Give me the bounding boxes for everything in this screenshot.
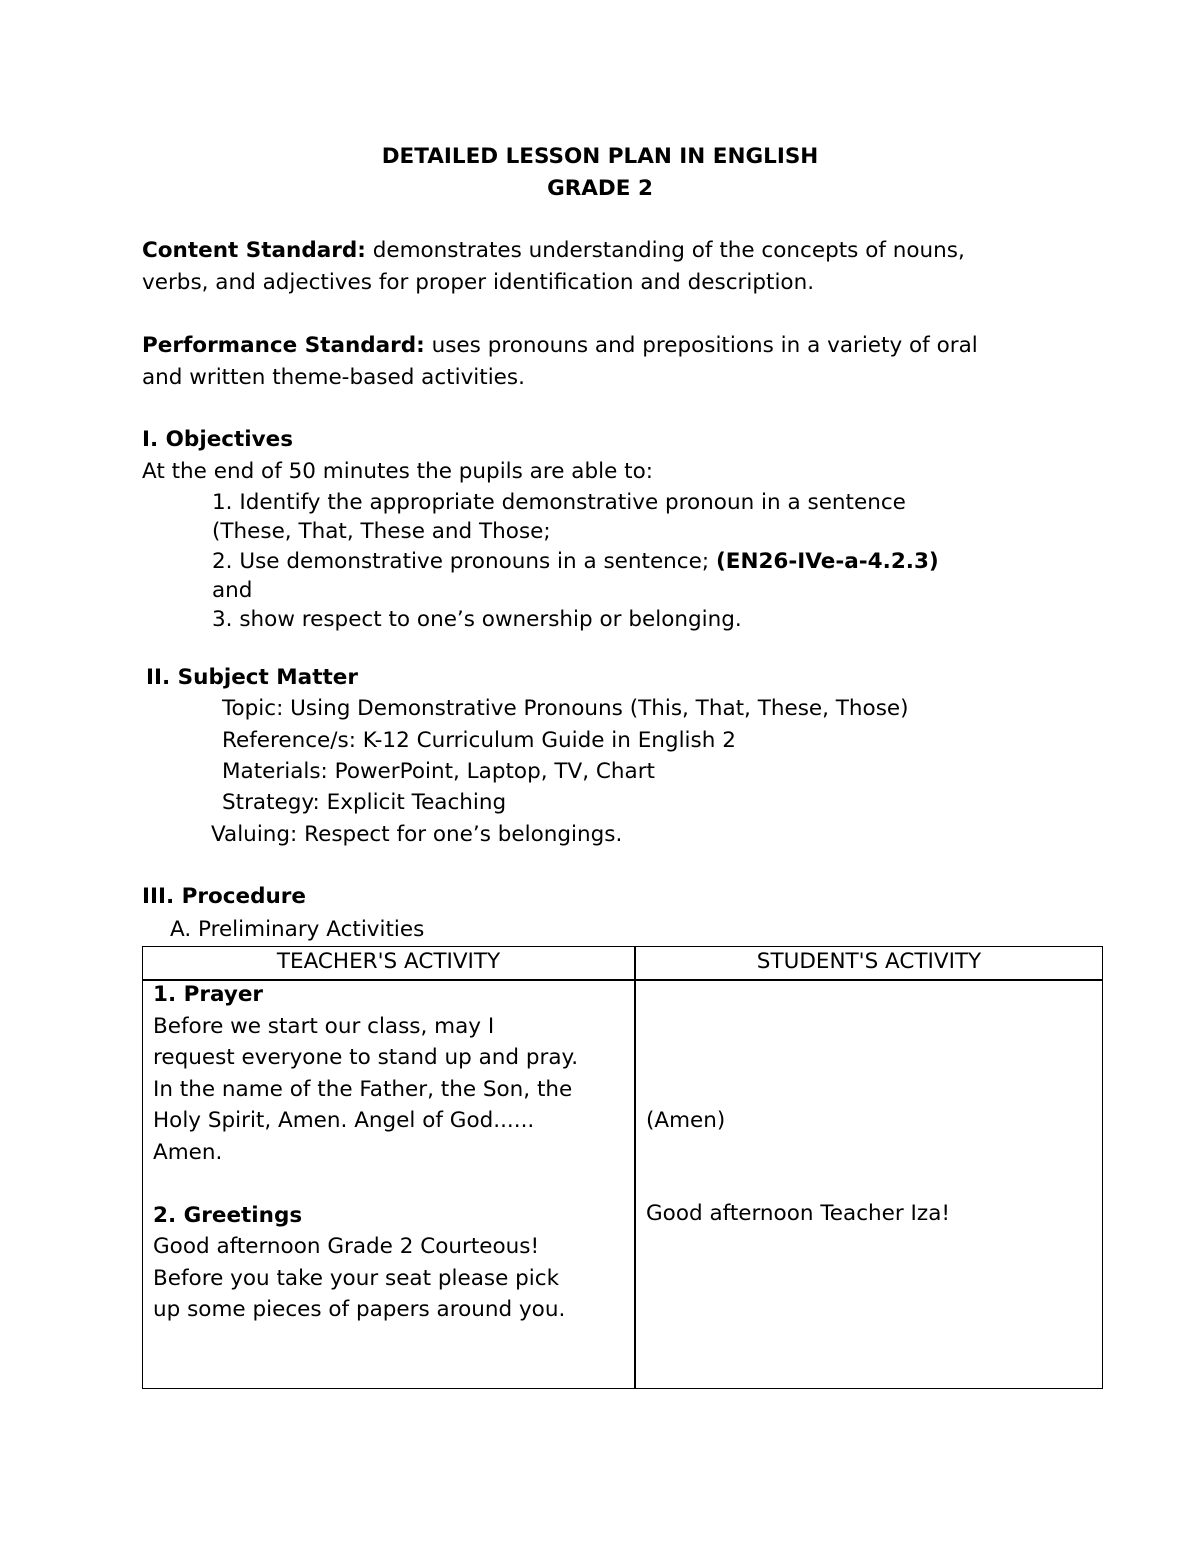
preliminary-activities-heading: A. Preliminary Activities bbox=[170, 917, 425, 942]
greetings-response: Good afternoon Teacher Iza! bbox=[646, 1201, 950, 1226]
greetings-line: Before you take your seat please pick bbox=[153, 1266, 560, 1291]
objective-3: 3. show respect to one’s ownership or belonging. bbox=[212, 607, 742, 632]
prayer-line: In the name of the Father, the Son, the bbox=[153, 1077, 573, 1102]
greetings-line: Good afternoon Grade 2 Courteous! bbox=[153, 1234, 540, 1259]
prayer-line: Holy Spirit, Amen. Angel of God...... bbox=[153, 1108, 535, 1133]
performance-standard-label: Performance Standard: bbox=[142, 333, 425, 358]
objective-2-line2: and bbox=[212, 578, 253, 603]
table-column-divider bbox=[634, 947, 636, 1388]
subject-materials: Materials: PowerPoint, Laptop, TV, Chart bbox=[222, 759, 655, 784]
prayer-heading: 1. Prayer bbox=[153, 982, 264, 1007]
content-standard bbox=[142, 240, 965, 262]
objective-2-code: (EN26-IVe-a-4.2.3) bbox=[715, 549, 939, 574]
subject-topic: Topic: Using Demonstrative Pronouns (This, That, These, Those) bbox=[222, 696, 909, 721]
objective-2 bbox=[212, 551, 939, 573]
subject-reference: Reference/s: K-12 Curriculum Guide in English 2 bbox=[222, 728, 736, 753]
procedure-heading: III. Procedure bbox=[142, 884, 306, 909]
content-standard-text: demonstrates understanding of the concepts of nouns, bbox=[365, 238, 965, 263]
greetings-heading: 2. Greetings bbox=[153, 1203, 303, 1228]
table-header-divider bbox=[143, 979, 1102, 981]
objectives-heading: I. Objectives bbox=[142, 427, 294, 452]
performance-standard-text: uses pronouns and prepositions in a variety of oral bbox=[424, 333, 978, 358]
subject-valuing: Valuing: Respect for one’s belongings. bbox=[211, 822, 623, 847]
objective-1: 1. Identify the appropriate demonstrative pronoun in a sentence bbox=[212, 490, 906, 515]
teacher-activity-header: TEACHER'S ACTIVITY bbox=[276, 949, 501, 974]
objective-1-line2: (These, That, These and Those; bbox=[212, 519, 551, 544]
subject-strategy: Strategy: Explicit Teaching bbox=[222, 790, 507, 815]
document-subtitle-grade: GRADE 2 bbox=[547, 176, 653, 201]
prayer-line: request everyone to stand up and pray. bbox=[153, 1045, 579, 1070]
subject-matter-heading: II. Subject Matter bbox=[146, 665, 358, 690]
content-standard-label: Content Standard: bbox=[142, 238, 366, 263]
objectives-intro: At the end of 50 minutes the pupils are able to: bbox=[142, 459, 653, 484]
document-title: DETAILED LESSON PLAN IN ENGLISH bbox=[381, 144, 819, 169]
performance-standard bbox=[142, 335, 978, 357]
content-standard-text-line2: verbs, and adjectives for proper identification and description. bbox=[142, 270, 815, 295]
activities-table bbox=[142, 946, 1103, 1389]
objective-2-text: 2. Use demonstrative pronouns in a sentence; bbox=[212, 549, 716, 574]
prayer-line: Amen. bbox=[153, 1140, 223, 1165]
greetings-line: up some pieces of papers around you. bbox=[153, 1297, 566, 1322]
student-activity-header: STUDENT'S ACTIVITY bbox=[756, 949, 982, 974]
prayer-line: Before we start our class, may I bbox=[153, 1014, 495, 1039]
performance-standard-text-line2: and written theme-based activities. bbox=[142, 365, 525, 390]
prayer-response: (Amen) bbox=[646, 1108, 726, 1133]
